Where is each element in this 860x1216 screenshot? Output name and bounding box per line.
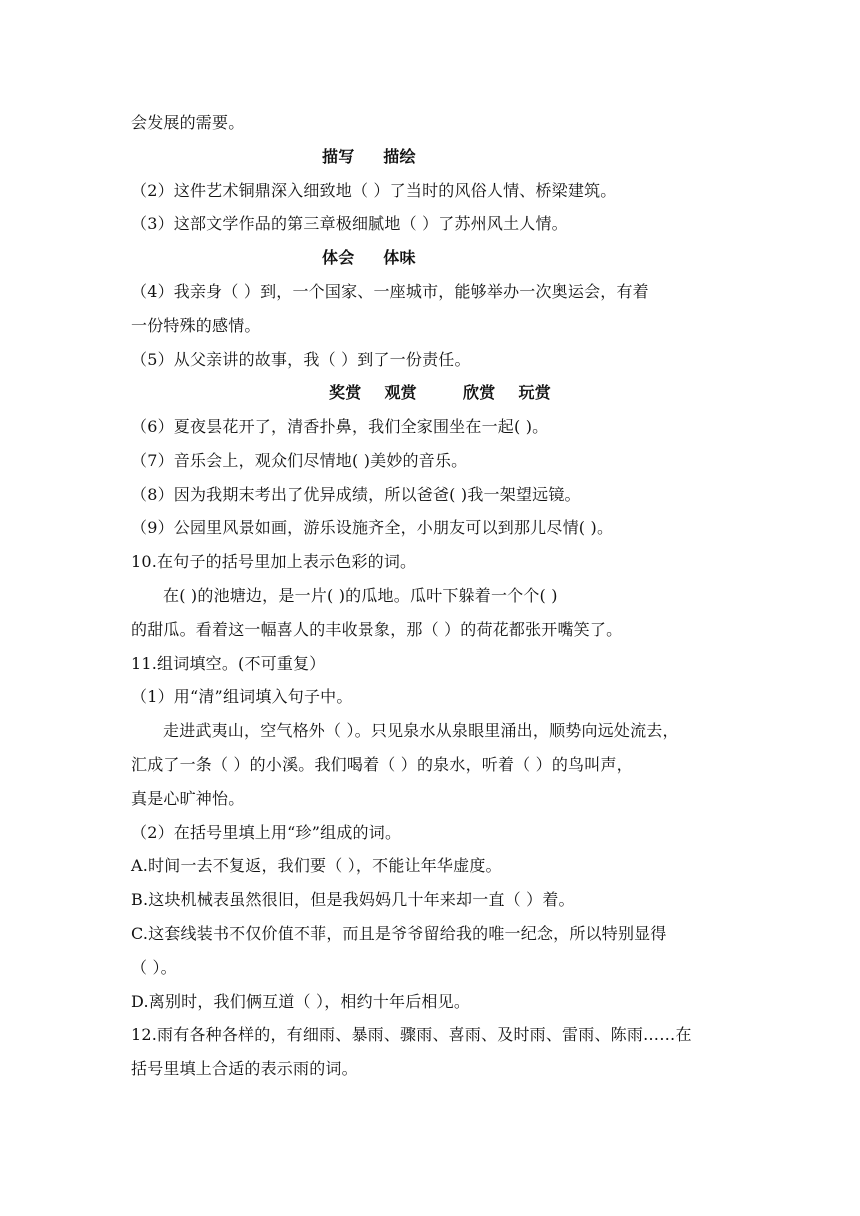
word-options-3: 奖赏 观赏 欣赏 玩赏 xyxy=(329,383,551,402)
question-8: （8）因为我期末考出了优异成绩，所以爸爸( )我一架望远镜。 xyxy=(131,485,581,504)
section-11-part-1-heading: （1）用“清”组词填入句子中。 xyxy=(131,687,353,706)
question-6: （6）夏夜昙花开了，清香扑鼻，我们全家围坐在一起( )。 xyxy=(131,417,549,436)
question-4: （4）我亲身（ ）到，一个国家、一座城市，能够举办一次奥运会，有着 xyxy=(131,282,649,301)
question-3: （3）这部文学作品的第三章极细腻地（ ）了苏州风土人情。 xyxy=(131,214,568,233)
section-12-heading-continued: 括号里填上合适的表示雨的词。 xyxy=(131,1059,358,1078)
question-4-continued: 一份特殊的感情。 xyxy=(131,316,261,335)
word-options-2: 体会 体味 xyxy=(322,248,416,267)
section-10-text: 在( )的池塘边，是一片( )的瓜地。瓜叶下躲着一个个( ) xyxy=(163,586,558,605)
question-11-c: C.这套线装书不仅价值不菲，而且是爷爷留给我的唯一纪念，所以特别显得 xyxy=(131,924,667,943)
question-5: （5）从父亲讲的故事，我（ ）到了一份责任。 xyxy=(131,350,471,369)
section-11-part-1-text: 走进武夷山，空气格外（ ）。只见泉水从泉眼里涌出，顺势向远处流去， xyxy=(163,721,679,740)
word-options-1: 描写 描绘 xyxy=(322,147,416,166)
question-9: （9）公园里风景如画，游乐设施齐全，小朋友可以到那儿尽情( )。 xyxy=(131,518,614,537)
section-11-heading: 11.组词填空。(不可重复） xyxy=(131,654,326,673)
section-12-heading: 12.雨有各种各样的，有细雨、暴雨、骤雨、喜雨、及时雨、雷雨、陈雨……在 xyxy=(131,1025,692,1044)
question-11-d: D.离别时，我们俩互道（ ），相约十年后相见。 xyxy=(131,992,471,1011)
text-line: 会发展的需要。 xyxy=(131,113,245,132)
question-11-c-continued: （ ）。 xyxy=(131,958,177,977)
question-7: （7）音乐会上，观众们尽情地( )美妙的音乐。 xyxy=(131,451,468,470)
question-11-a: A.时间一去不复返，我们要（ ），不能让年华虚度。 xyxy=(131,856,502,875)
question-11-b: B.这块机械表虽然很旧，但是我妈妈几十年来却一直（ ）着。 xyxy=(131,890,575,909)
section-10-heading: 10.在句子的括号里加上表示色彩的词。 xyxy=(131,552,417,571)
question-2: （2）这件艺术铜鼎深入细致地（ ）了当时的风俗人情、桥梁建筑。 xyxy=(131,181,617,200)
section-11-part-2-heading: （2）在括号里填上用“珍”组成的词。 xyxy=(131,823,402,842)
section-11-part-1-text-end: 真是心旷神怡。 xyxy=(131,789,245,808)
section-11-part-1-text-continued: 汇成了一条（ ）的小溪。我们喝着（ ）的泉水，听着（ ）的鸟叫声， xyxy=(131,755,633,774)
section-10-text-continued: 的甜瓜。看着这一幅喜人的丰收景象，那（ ）的荷花都张开嘴笑了。 xyxy=(131,620,623,639)
